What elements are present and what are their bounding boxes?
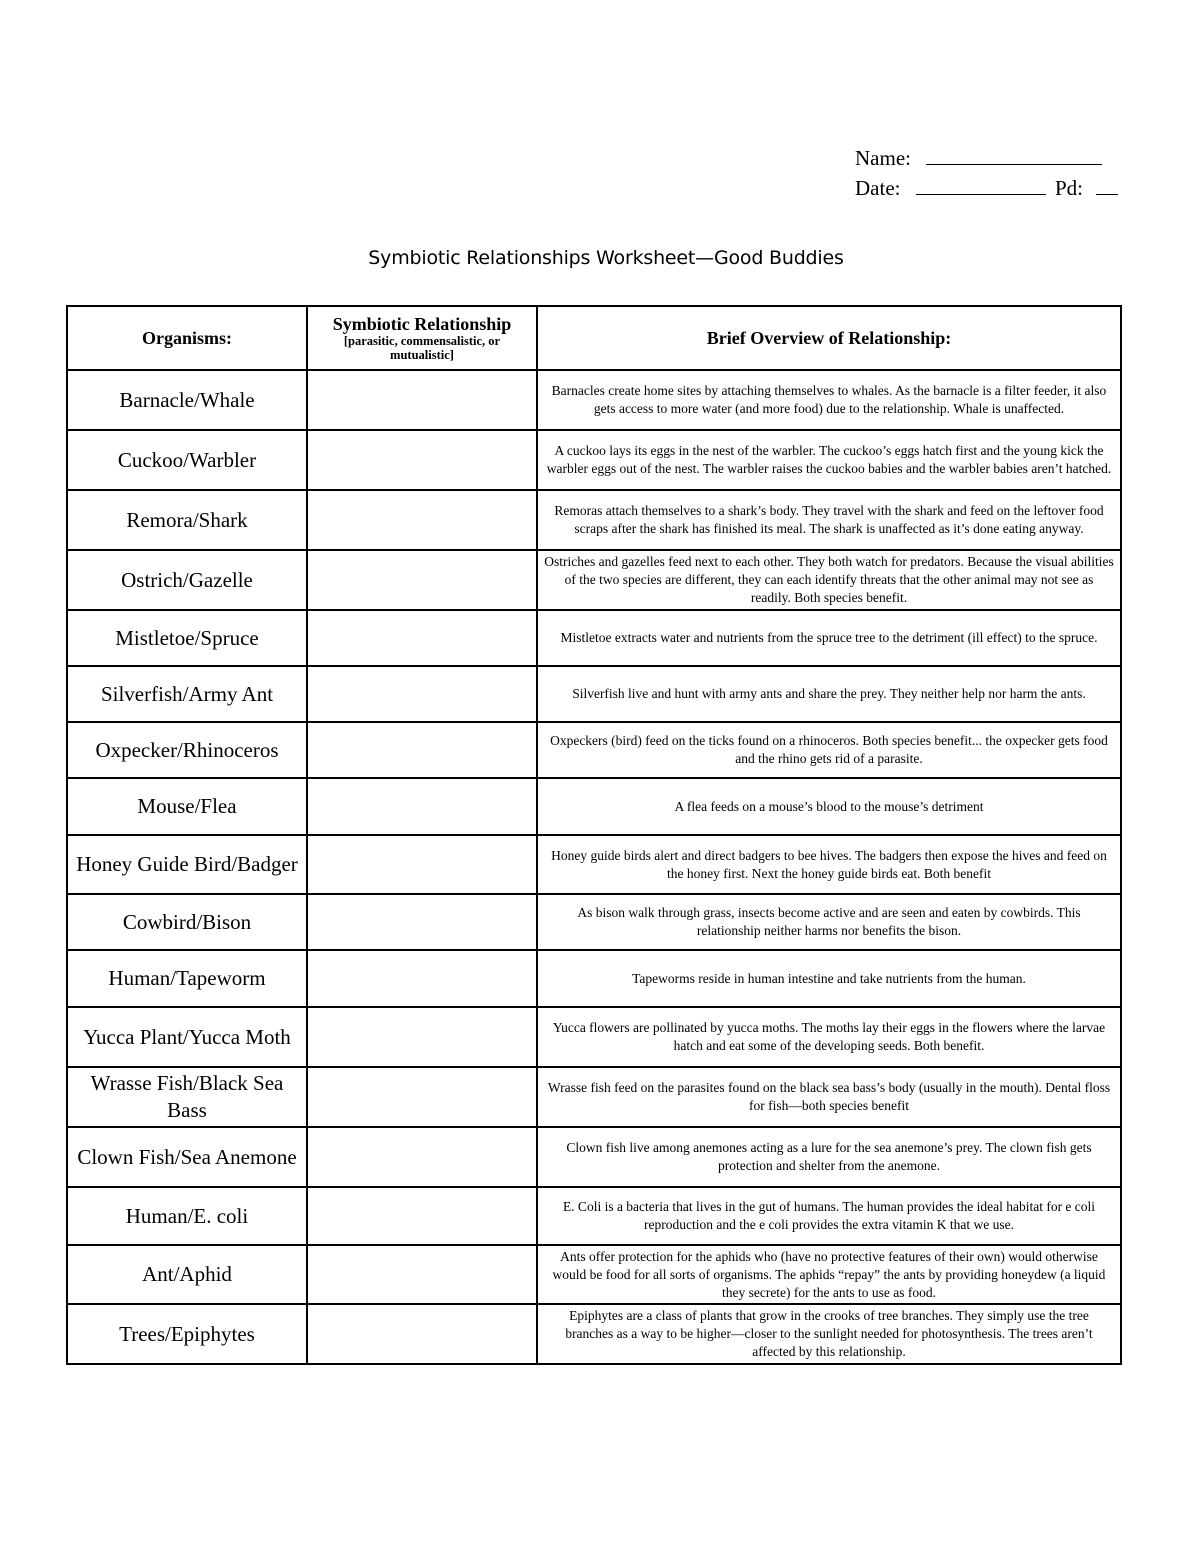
organisms-cell: Ant/Aphid: [67, 1245, 307, 1304]
period-blank[interactable]: [1096, 174, 1118, 195]
table-row: [67, 722, 1121, 778]
worksheet-title: Symbiotic Relationships Worksheet—Good Buddies: [368, 247, 844, 269]
relationship-answer-cell[interactable]: [307, 835, 537, 894]
table-row: [67, 1067, 1121, 1127]
table-row: [67, 1187, 1121, 1245]
relationship-answer-cell[interactable]: [307, 1127, 537, 1187]
organisms-cell: Cuckoo/Warbler: [67, 430, 307, 490]
organisms-cell: Honey Guide Bird/Badger: [67, 835, 307, 894]
overview-cell: Yucca flowers are pollinated by yucca moths. The moths lay their eggs in the flowers where the larvae hatch and eat some of the developing seeds. Both benefit.: [537, 1007, 1121, 1067]
overview-cell: Oxpeckers (bird) feed on the ticks found on a rhinoceros. Both species benefit... the oxpecker gets food and the rhino gets rid of a parasite.: [537, 722, 1121, 778]
relationship-answer-cell[interactable]: [307, 666, 537, 722]
table-row: [67, 1304, 1121, 1364]
overview-cell: Ostriches and gazelles feed next to each other. They both watch for predators. Because the visual abilities of the two species are different, they can each identify threats that the other animal may not see as readily. Both species benefit.: [537, 550, 1121, 610]
organisms-cell: Silverfish/Army Ant: [67, 666, 307, 722]
table-row: [67, 1245, 1121, 1304]
table-row: [67, 666, 1121, 722]
overview-cell: A cuckoo lays its eggs in the nest of the warbler. The cuckoo’s eggs hatch first and the young kick the warbler eggs out of the nest. The warbler raises the cuckoo babies and the warbler babies aren’t hatched.: [537, 430, 1121, 490]
overview-cell: Ants offer protection for the aphids who (have no protective features of their own) would otherwise would be food for all sorts of organisms. The aphids “repay” the ants by providing honeydew (a liquid they secrete) for the ants to use as food.: [537, 1245, 1121, 1304]
relationships-table: [66, 305, 1122, 1365]
table-row: [67, 490, 1121, 550]
organisms-cell: Mistletoe/Spruce: [67, 610, 307, 666]
relationship-answer-cell[interactable]: [307, 490, 537, 550]
table-row: [67, 550, 1121, 610]
relationship-answer-cell[interactable]: [307, 1245, 537, 1304]
overview-cell: Clown fish live among anemones acting as a lure for the sea anemone’s prey. The clown fish gets protection and shelter from the anemone.: [537, 1127, 1121, 1187]
table-row: [67, 950, 1121, 1007]
overview-cell: Epiphytes are a class of plants that grow in the crooks of tree branches. They simply use the tree branches as a way to be higher—closer to the sunlight needed for photosynthesis. The trees aren’t affected by this relationship.: [537, 1304, 1121, 1364]
name-blank[interactable]: [926, 144, 1102, 165]
relationship-answer-cell[interactable]: [307, 430, 537, 490]
relationship-answer-cell[interactable]: [307, 610, 537, 666]
organisms-cell: Cowbird/Bison: [67, 894, 307, 950]
overview-cell: Barnacles create home sites by attaching themselves to whales. As the barnacle is a filter feeder, it also gets access to more water (and more food) due to the relationship. Whale is unaffected.: [537, 370, 1121, 430]
name-line: [855, 143, 1118, 173]
relationship-header-options: [parasitic, commensalistic, or mutualistic]: [343, 334, 501, 362]
relationship-answer-cell[interactable]: [307, 1067, 537, 1127]
organisms-cell: Remora/Shark: [67, 490, 307, 550]
overview-cell: Remoras attach themselves to a shark’s body. They travel with the shark and feed on the leftover food scraps after the shark has finished its meal. The shark is unaffected as it’s done eating anyway.: [537, 490, 1121, 550]
relationship-answer-cell[interactable]: [307, 1304, 537, 1364]
relationship-answer-cell[interactable]: [307, 370, 537, 430]
name-label: Name:: [855, 146, 911, 170]
table-row: [67, 1007, 1121, 1067]
period-label: Pd:: [1054, 176, 1083, 200]
overview-cell: A flea feeds on a mouse’s blood to the mouse’s detriment: [537, 778, 1121, 835]
table-row: [67, 430, 1121, 490]
overview-cell: Mistletoe extracts water and nutrients from the spruce tree to the detriment (ill effect) to the spruce.: [537, 610, 1121, 666]
overview-cell: Wrasse fish feed on the parasites found on the black sea bass’s body (usually in the mouth). Dental floss for fish—both species benefit: [537, 1067, 1121, 1127]
table-row: [67, 1127, 1121, 1187]
organisms-header: Organisms:: [67, 306, 307, 370]
date-blank[interactable]: [916, 174, 1046, 195]
organisms-cell: Barnacle/Whale: [67, 370, 307, 430]
organisms-cell: Oxpecker/Rhinoceros: [67, 722, 307, 778]
relationship-answer-cell[interactable]: [307, 1007, 537, 1067]
overview-cell: Silverfish live and hunt with army ants and share the prey. They neither help nor harm the ants.: [537, 666, 1121, 722]
relationship-header: [307, 306, 537, 370]
organisms-cell: Trees/Epiphytes: [67, 1304, 307, 1364]
relationship-answer-cell[interactable]: [307, 722, 537, 778]
overview-cell: As bison walk through grass, insects become active and are seen and eaten by cowbirds. This relationship neither harms nor benefits the bison.: [537, 894, 1121, 950]
table-row: [67, 835, 1121, 894]
date-period-line: [855, 173, 1118, 203]
relationship-answer-cell[interactable]: [307, 894, 537, 950]
organisms-cell: Wrasse Fish/Black Sea Bass: [67, 1067, 307, 1127]
organisms-cell: Yucca Plant/Yucca Moth: [67, 1007, 307, 1067]
organisms-cell: Human/E. coli: [67, 1187, 307, 1245]
organisms-cell: Human/Tapeworm: [67, 950, 307, 1007]
overview-cell: E. Coli is a bacteria that lives in the gut of humans. The human provides the ideal habitat for e coli reproduction and the e coli provides the extra vitamin K that we use.: [537, 1187, 1121, 1245]
organisms-cell: Clown Fish/Sea Anemone: [67, 1127, 307, 1187]
overview-cell: Tapeworms reside in human intestine and take nutrients from the human.: [537, 950, 1121, 1007]
table-row: [67, 370, 1121, 430]
relationship-answer-cell[interactable]: [307, 1187, 537, 1245]
relationship-answer-cell[interactable]: [307, 950, 537, 1007]
organisms-cell: Mouse/Flea: [67, 778, 307, 835]
date-label: Date:: [855, 176, 901, 200]
table-header-row: [67, 306, 1121, 370]
student-info-fields: [855, 143, 1118, 203]
relationship-header-title: Symbiotic Relationship: [332, 314, 512, 334]
relationship-answer-cell[interactable]: [307, 550, 537, 610]
table-row: [67, 610, 1121, 666]
organisms-cell: Ostrich/Gazelle: [67, 550, 307, 610]
relationship-answer-cell[interactable]: [307, 778, 537, 835]
table-row: [67, 778, 1121, 835]
overview-cell: Honey guide birds alert and direct badgers to bee hives. The badgers then expose the hives and feed on the honey first. Next the honey guide birds eat. Both benefit: [537, 835, 1121, 894]
table-row: [67, 894, 1121, 950]
overview-header: Brief Overview of Relationship:: [537, 306, 1121, 370]
